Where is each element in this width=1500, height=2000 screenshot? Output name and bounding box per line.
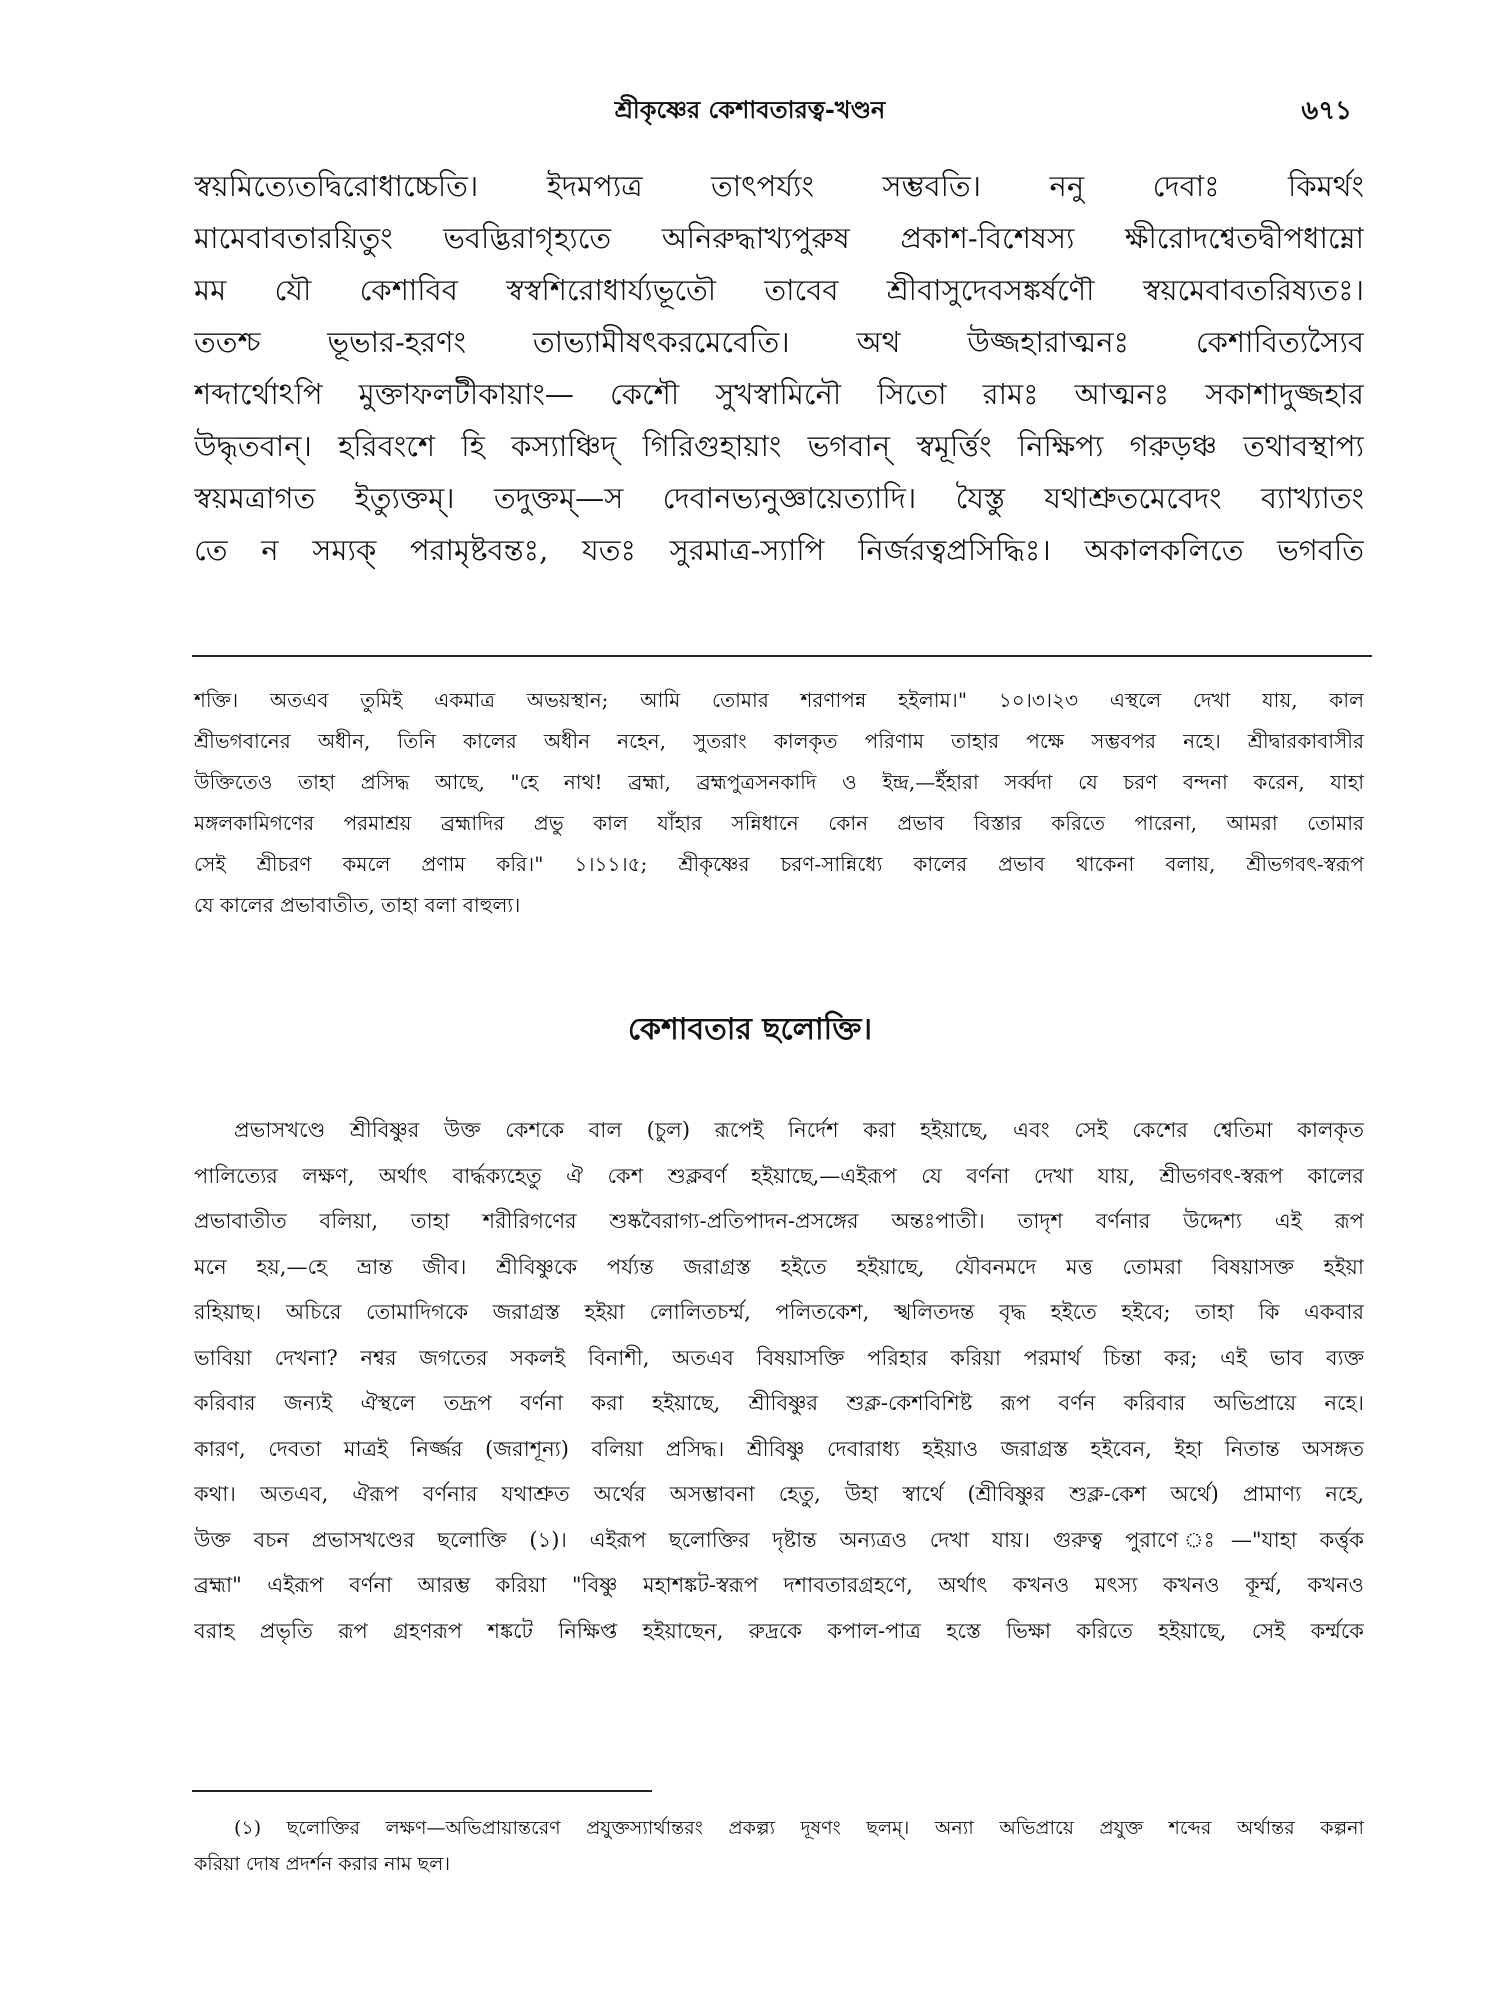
continued-note (194, 680, 1364, 926)
body-line: ভাবিয়া দেখনা? নশ্বর জগতের সকলই বিনাশী, অতএব বিষয়াসক্তি পরিহার করিয়া পরমার্থ চিন্তা কর; এই ভাব ব্যক্ত (194, 1345, 1364, 1370)
body-line: উক্ত বচন প্রভাসখণ্ডের ছলোক্তি (১)। এইরূপ ছলোক্তির দৃষ্টান্ত অন্যত্রও দেখা যায়। গুরুত্ব পুরাণে ঃ—"যাহা কর্ত্তৃক (194, 1527, 1364, 1552)
body-line: রহিয়াছ। অচিরে তোমাদিগকে জরাগ্রস্ত হইয়া লোলিতচর্ম্ম, পলিতকেশ, স্খলিতদন্ত বৃদ্ধ হইতে হইবে; তাহা কি একবার (194, 1300, 1364, 1324)
body-line: কারণ, দেবতা মাত্রই নির্জ্জর (জরাশূন্য) বলিয়া প্রসিদ্ধ। শ্রীবিষ্ণু দেবারাধ্য হইয়াও জরাগ্রস্ত হইবেন, ইহা নিতান্ত অসঙ্গত (194, 1436, 1364, 1461)
text-line: মামেবাবতারয়িতুং ভবদ্ভিরাগৃহ্যতে অনিরুদ্ধাখ্যপুরুষ প্রকাশ-বিশেষস্য ক্ষীরোদশ্বেতদ্বীপধাম্নো (194, 221, 1364, 255)
running-title: শ্রীকৃষ্ণের কেশাবতারত্ব-খণ্ডন (614, 95, 886, 124)
text-line: মম যৌ কেশাবিব স্বস্বশিরোধার্য্যভূতৌ তাবেব শ্রীবাসুদেবসঙ্কর্ষণৌ স্বয়মেবাবতরিষ্যতঃ। (194, 273, 1364, 307)
note-line: উক্তিতেও তাহা প্রসিদ্ধ আছে, "হে নাথ! ব্রহ্মা, ব্রহ্মপুত্রসনকাদি ও ইন্দ্র,—ইঁহারা সর্ব্বদা যে চরণ বন্দনা করেন, যাহা (194, 770, 1364, 794)
body-line: প্রভাসখণ্ডে শ্রীবিষ্ণুর উক্ত কেশকে বাল (চুল) রূপেই নির্দেশ করা হইয়াছে, এবং সেই কেশের শ্বেতিমা কালকৃত (234, 1118, 1364, 1142)
body-line: পালিত্যের লক্ষণ, অর্থাৎ বার্দ্ধক্যহেতু ঐ কেশ শুক্লবর্ণ হইয়াছে,—এইরূপ যে বর্ণনা দেখা যায়, শ্রীভগবৎ-স্বরূপ কালের (194, 1163, 1364, 1188)
text-line: তে ন সম্যক্ পরামৃষ্টবন্তঃ, যতঃ সুরমাত্র-স্যাপি নির্জরত্বপ্রসিদ্ধিঃ। অকালকলিতে ভগবতি (194, 533, 1364, 567)
footnote (194, 1810, 1364, 1882)
sanskrit-commentary (194, 160, 1364, 576)
body-line: প্রভাবাতীত বলিয়া, তাহা শরীরিগণের শুষ্কবৈরাগ্য-প্রতিপাদন-প্রসঙ্গের অন্তঃপাতী। তাদৃশ বর্ণনার উদ্দেশ্য এই রূপ (194, 1209, 1364, 1233)
running-head (0, 88, 1500, 128)
section-heading: কেশাবতার ছলোক্তি। (627, 1012, 873, 1047)
note-line: সেই শ্রীচরণ কমলে প্রণাম করি।" ১।১১।৫; শ্রীকৃষ্ণের চরণ-সান্নিধ্যে কালের প্রভাব থাকেনা বলায়, শ্রীভগবৎ-স্বরূপ (194, 852, 1364, 876)
footnote-divider (192, 1790, 652, 1792)
body-line: মনে হয়,—হে ভ্রান্ত জীব। শ্রীবিষ্ণুকে পর্য্যন্ত জরাগ্রস্ত হইতে হইয়াছে, যৌবনমদে মত্ত তোমরা বিষয়াসক্ত হইয়া (194, 1254, 1364, 1279)
text-line: স্বয়মত্রাগত ইত্যুক্তম্। তদুক্তম্—স দেবানভ্যনুজ্ঞায়েত্যাদি। যৈস্তু যথাশ্রুতমেবেদং ব্যাখ্যাতং (194, 481, 1364, 515)
note-line: মঙ্গলকামিগণের পরমাশ্রয় ব্রহ্মাদির প্রভু কাল যাঁহার সন্নিধানে কোন প্রভাব বিস্তার করিতে পারেনা, আমরা তোমার (194, 811, 1364, 835)
body-line: ব্রহ্মা" এইরূপ বর্ণনা আরম্ভ করিয়া "বিষ্ণু মহাশঙ্কট-স্বরূপ দশাবতারগ্রহণে, অর্থাৎ কখনও মৎস্য কখনও কূর্ম্ম, কখনও (194, 1573, 1364, 1597)
body-paragraph (194, 1108, 1364, 1654)
note-line: যে কালের প্রভাবাতীত, তাহা বলা বাহুল্য। (194, 893, 521, 917)
text-line: শব্দার্থোঽপি মুক্তাফলটীকায়াং— কেশৌ সুখস্বামিনৌ সিতো রামঃ আত্মনঃ সকাশাদুজ্জহার (194, 377, 1364, 411)
section-divider (192, 655, 1372, 657)
note-line: শক্তি। অতএব তুমিই একমাত্র অভয়স্থান; আমি তোমার শরণাপন্ন হইলাম।" ১০।৩।২৩ এস্থলে দেখা যায়, কাল (194, 688, 1364, 712)
text-line: ততশ্চ ভূভার-হরণং তাভ্যামীষৎকরমেবেতি। অথ উজ্জহারাত্মনঃ কেশাবিত্যস্যৈব (194, 325, 1364, 359)
note-line: শ্রীভগবানের অধীন, তিনি কালের অধীন নহেন, সুতরাং কালকৃত পরিণাম তাহার পক্ষে সম্ভবপর নহে। শ্রীদ্বারকাবাসীর (194, 729, 1364, 753)
page-number: ৬৭১ (1301, 96, 1352, 126)
text-line: স্বয়মিত্যেতদ্বিরোধাচ্চেতি। ইদমপ্যত্র তাৎপর্য্যং সম্ভবতি। ননু দেবাঃ কিমর্থং (194, 169, 1364, 203)
text-line: উদ্ধৃতবান্। হরিবংশে হি কস্যাঞ্চিদ্ গিরিগুহায়াং ভগবান্ স্বমূর্ত্তিং নিক্ষিপ্য গরুড়ঞ্চ তথাবস্থাপ্য (194, 429, 1364, 463)
footnote-line: করিয়া দোষ প্রদর্শন করার নাম ছল। (194, 1853, 451, 1875)
footnote-line: (১) ছলোক্তির লক্ষণ—অভিপ্রায়ান্তরেণ প্রযুক্তস্যার্থান্তরং প্রকল্প্য দূষণং ছলম্। অন্যা অভিপ্রায়ে প্রযুক্ত শব্দের অর্থান্তর কল্পনা (234, 1817, 1364, 1839)
body-line: বরাহ প্রভৃতি রূপ গ্রহণরূপ শঙ্কটে নিক্ষিপ্ত হইয়াছেন, রুদ্রকে কপাল-পাত্র হস্তে ভিক্ষা করিতে হইয়াছে, সেই কর্ম্মকে (194, 1618, 1364, 1643)
body-line: কথা। অতএব, ঐরূপ বর্ণনার যথাশ্রুত অর্থের অসম্ভাবনা হেতু, উহা স্বার্থে (শ্রীবিষ্ণুর শুক্ল-কেশ অর্থে) প্রামাণ্য নহে, (194, 1482, 1364, 1506)
body-line: করিবার জন্যই ঐস্থলে তদ্রূপ বর্ণনা করা হইয়াছে, শ্রীবিষ্ণুর শুক্ল-কেশবিশিষ্ট রূপ বর্ণন করিবার অভিপ্রায়ে নহে। (194, 1391, 1364, 1415)
